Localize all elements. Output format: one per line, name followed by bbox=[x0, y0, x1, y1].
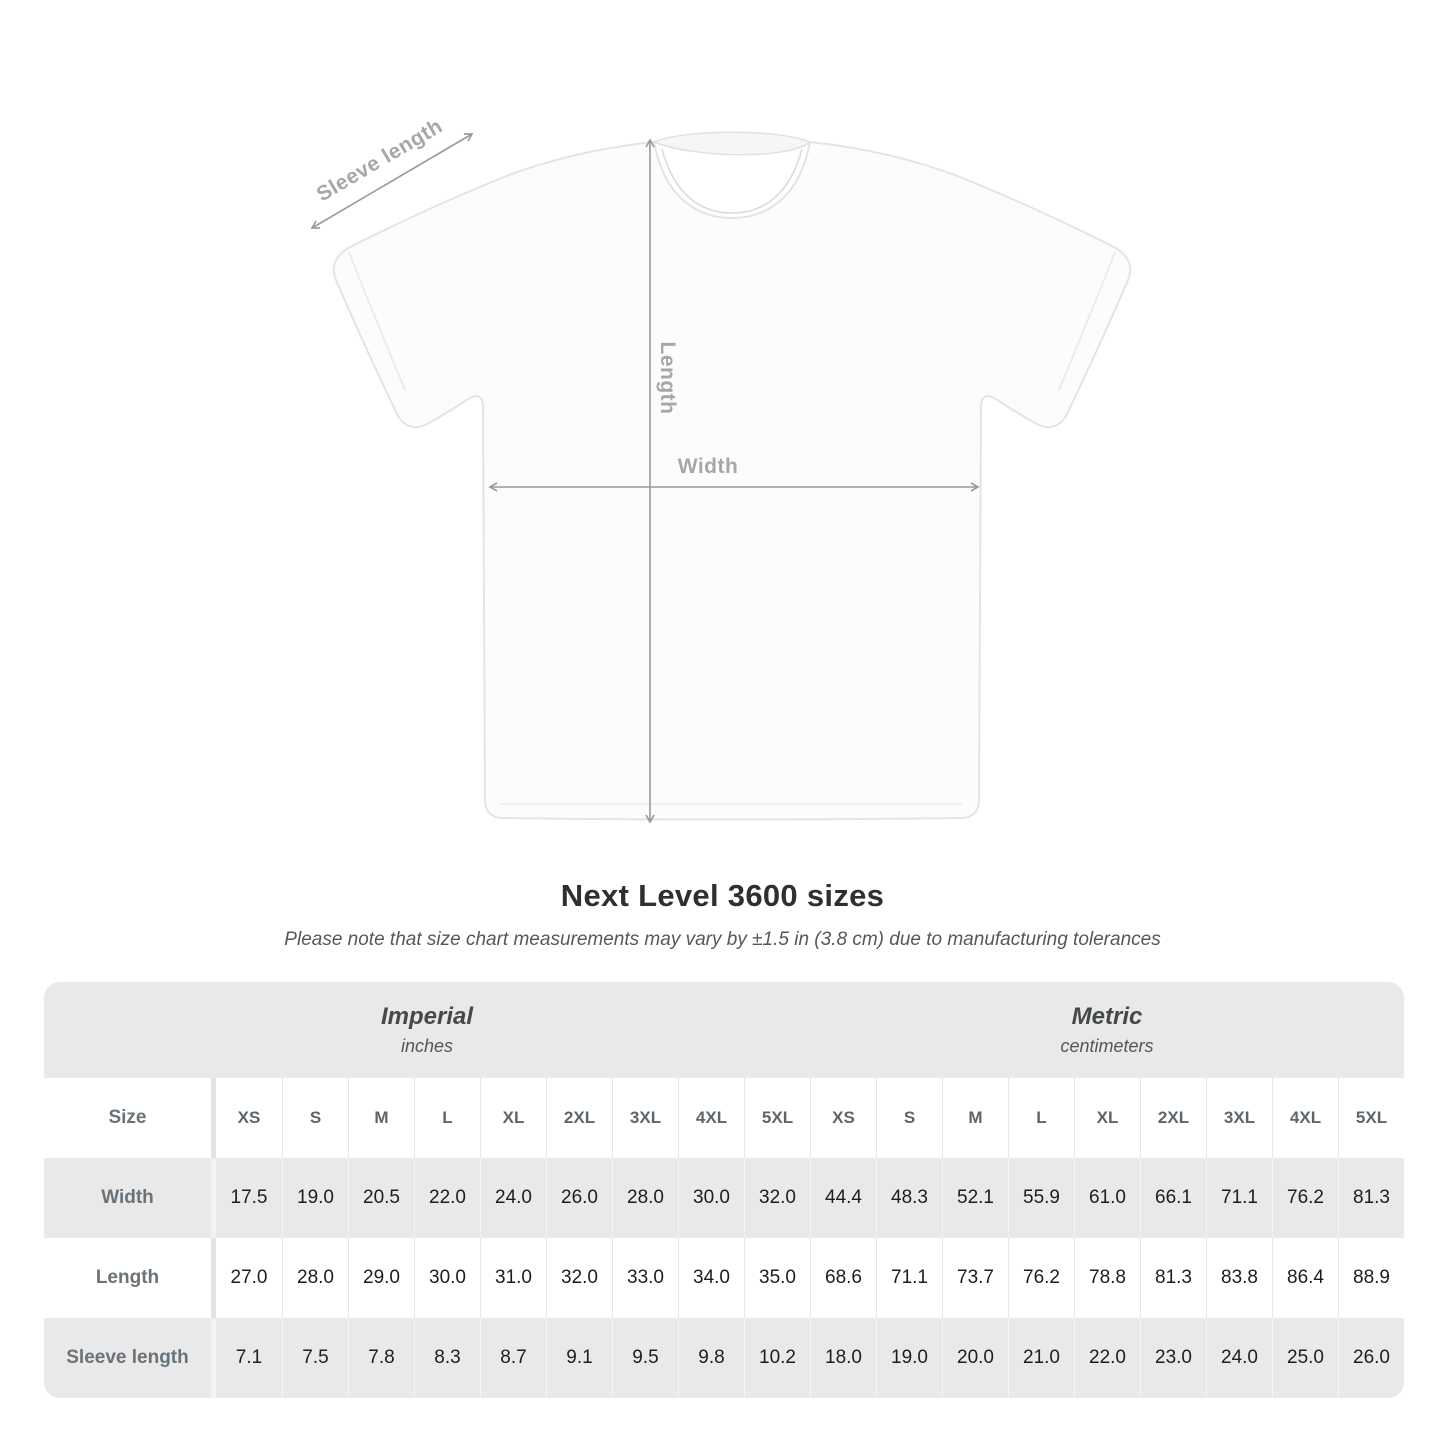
size-header-imperial-5xl: 5XL bbox=[744, 1078, 810, 1158]
imperial-group-name: Imperial bbox=[380, 1003, 474, 1030]
table-cell-width: 30.0 bbox=[678, 1158, 744, 1238]
table-cell-length: 83.8 bbox=[1206, 1238, 1272, 1318]
width-label: Width bbox=[677, 455, 739, 478]
size-header-imperial-l: L bbox=[414, 1078, 480, 1158]
table-cell-length: 30.0 bbox=[414, 1238, 480, 1318]
table-cell-width: 48.3 bbox=[876, 1158, 942, 1238]
table-cell-sleeve-length: 21.0 bbox=[1008, 1318, 1074, 1398]
table-cell-sleeve-length: 18.0 bbox=[810, 1318, 876, 1398]
size-table-grid bbox=[44, 982, 1404, 1398]
table-cell-width: 66.1 bbox=[1140, 1158, 1206, 1238]
table-cell-length: 33.0 bbox=[612, 1238, 678, 1318]
size-header-metric-s: S bbox=[876, 1078, 942, 1158]
size-header-imperial-m: M bbox=[348, 1078, 414, 1158]
table-cell-sleeve-length: 20.0 bbox=[942, 1318, 1008, 1398]
table-cell-length: 27.0 bbox=[216, 1238, 282, 1318]
table-cell-length: 86.4 bbox=[1272, 1238, 1338, 1318]
table-cell-sleeve-length: 19.0 bbox=[876, 1318, 942, 1398]
table-cell-sleeve-length: 26.0 bbox=[1338, 1318, 1404, 1398]
size-header-metric-xs: XS bbox=[810, 1078, 876, 1158]
table-cell-sleeve-length: 24.0 bbox=[1206, 1318, 1272, 1398]
metric-group-name: Metric bbox=[1071, 1003, 1143, 1030]
table-cell-width: 28.0 bbox=[612, 1158, 678, 1238]
table-cell-length: 29.0 bbox=[348, 1238, 414, 1318]
table-cell-sleeve-length: 7.8 bbox=[348, 1318, 414, 1398]
size-header-metric-2xl: 2XL bbox=[1140, 1078, 1206, 1158]
table-cell-sleeve-length: 8.7 bbox=[480, 1318, 546, 1398]
table-cell-width: 44.4 bbox=[810, 1158, 876, 1238]
table-cell-length: 88.9 bbox=[1338, 1238, 1404, 1318]
row-label-sleeve-length: Sleeve length bbox=[44, 1318, 216, 1398]
table-cell-length: 81.3 bbox=[1140, 1238, 1206, 1318]
table-cell-width: 24.0 bbox=[480, 1158, 546, 1238]
size-header-imperial-xs: XS bbox=[216, 1078, 282, 1158]
size-header-imperial-xl: XL bbox=[480, 1078, 546, 1158]
table-cell-length: 78.8 bbox=[1074, 1238, 1140, 1318]
size-chart-table bbox=[44, 982, 1404, 1398]
table-cell-width: 26.0 bbox=[546, 1158, 612, 1238]
table-cell-length: 28.0 bbox=[282, 1238, 348, 1318]
table-cell-width: 32.0 bbox=[744, 1158, 810, 1238]
page-title: Next Level 3600 sizes bbox=[560, 878, 885, 913]
table-cell-length: 68.6 bbox=[810, 1238, 876, 1318]
table-cell-sleeve-length: 8.3 bbox=[414, 1318, 480, 1398]
size-header-imperial-4xl: 4XL bbox=[678, 1078, 744, 1158]
table-cell-width: 22.0 bbox=[414, 1158, 480, 1238]
table-cell-sleeve-length: 9.5 bbox=[612, 1318, 678, 1398]
size-header-metric-l: L bbox=[1008, 1078, 1074, 1158]
table-cell-width: 52.1 bbox=[942, 1158, 1008, 1238]
table-cell-length: 32.0 bbox=[546, 1238, 612, 1318]
table-cell-sleeve-length: 23.0 bbox=[1140, 1318, 1206, 1398]
sleeve-length-label: Sleeve length bbox=[312, 114, 447, 207]
table-cell-width: 17.5 bbox=[216, 1158, 282, 1238]
metric-group-header bbox=[810, 982, 1404, 1078]
table-cell-width: 81.3 bbox=[1338, 1158, 1404, 1238]
table-cell-sleeve-length: 10.2 bbox=[744, 1318, 810, 1398]
table-cell-length: 35.0 bbox=[744, 1238, 810, 1318]
row-label-width: Width bbox=[44, 1158, 216, 1238]
table-cell-width: 19.0 bbox=[282, 1158, 348, 1238]
imperial-group-header bbox=[44, 982, 810, 1078]
imperial-group-unit: inches bbox=[400, 1036, 454, 1056]
tolerance-note: Please note that size chart measurements may vary by ±1.5 in (3.8 cm) due to manufacturing tolerances bbox=[284, 929, 1161, 950]
size-header-metric-5xl: 5XL bbox=[1338, 1078, 1404, 1158]
table-cell-length: 71.1 bbox=[876, 1238, 942, 1318]
size-header-metric-xl: XL bbox=[1074, 1078, 1140, 1158]
row-label-length: Length bbox=[44, 1238, 216, 1318]
table-cell-sleeve-length: 9.8 bbox=[678, 1318, 744, 1398]
size-header-metric-m: M bbox=[942, 1078, 1008, 1158]
table-cell-width: 55.9 bbox=[1008, 1158, 1074, 1238]
table-cell-width: 76.2 bbox=[1272, 1158, 1338, 1238]
size-header-metric-3xl: 3XL bbox=[1206, 1078, 1272, 1158]
length-label: Length bbox=[656, 341, 679, 415]
metric-group-unit: centimeters bbox=[1060, 1036, 1154, 1056]
size-header-imperial-3xl: 3XL bbox=[612, 1078, 678, 1158]
table-cell-length: 73.7 bbox=[942, 1238, 1008, 1318]
size-header-imperial-2xl: 2XL bbox=[546, 1078, 612, 1158]
table-cell-width: 61.0 bbox=[1074, 1158, 1140, 1238]
size-header-metric-4xl: 4XL bbox=[1272, 1078, 1338, 1158]
table-cell-sleeve-length: 7.1 bbox=[216, 1318, 282, 1398]
table-cell-sleeve-length: 9.1 bbox=[546, 1318, 612, 1398]
table-cell-width: 71.1 bbox=[1206, 1158, 1272, 1238]
table-cell-length: 31.0 bbox=[480, 1238, 546, 1318]
table-cell-width: 20.5 bbox=[348, 1158, 414, 1238]
table-cell-length: 34.0 bbox=[678, 1238, 744, 1318]
table-cell-length: 76.2 bbox=[1008, 1238, 1074, 1318]
table-cell-sleeve-length: 25.0 bbox=[1272, 1318, 1338, 1398]
table-cell-sleeve-length: 22.0 bbox=[1074, 1318, 1140, 1398]
table-cell-sleeve-length: 7.5 bbox=[282, 1318, 348, 1398]
size-header-imperial-s: S bbox=[282, 1078, 348, 1158]
size-corner-label: Size bbox=[44, 1078, 216, 1158]
